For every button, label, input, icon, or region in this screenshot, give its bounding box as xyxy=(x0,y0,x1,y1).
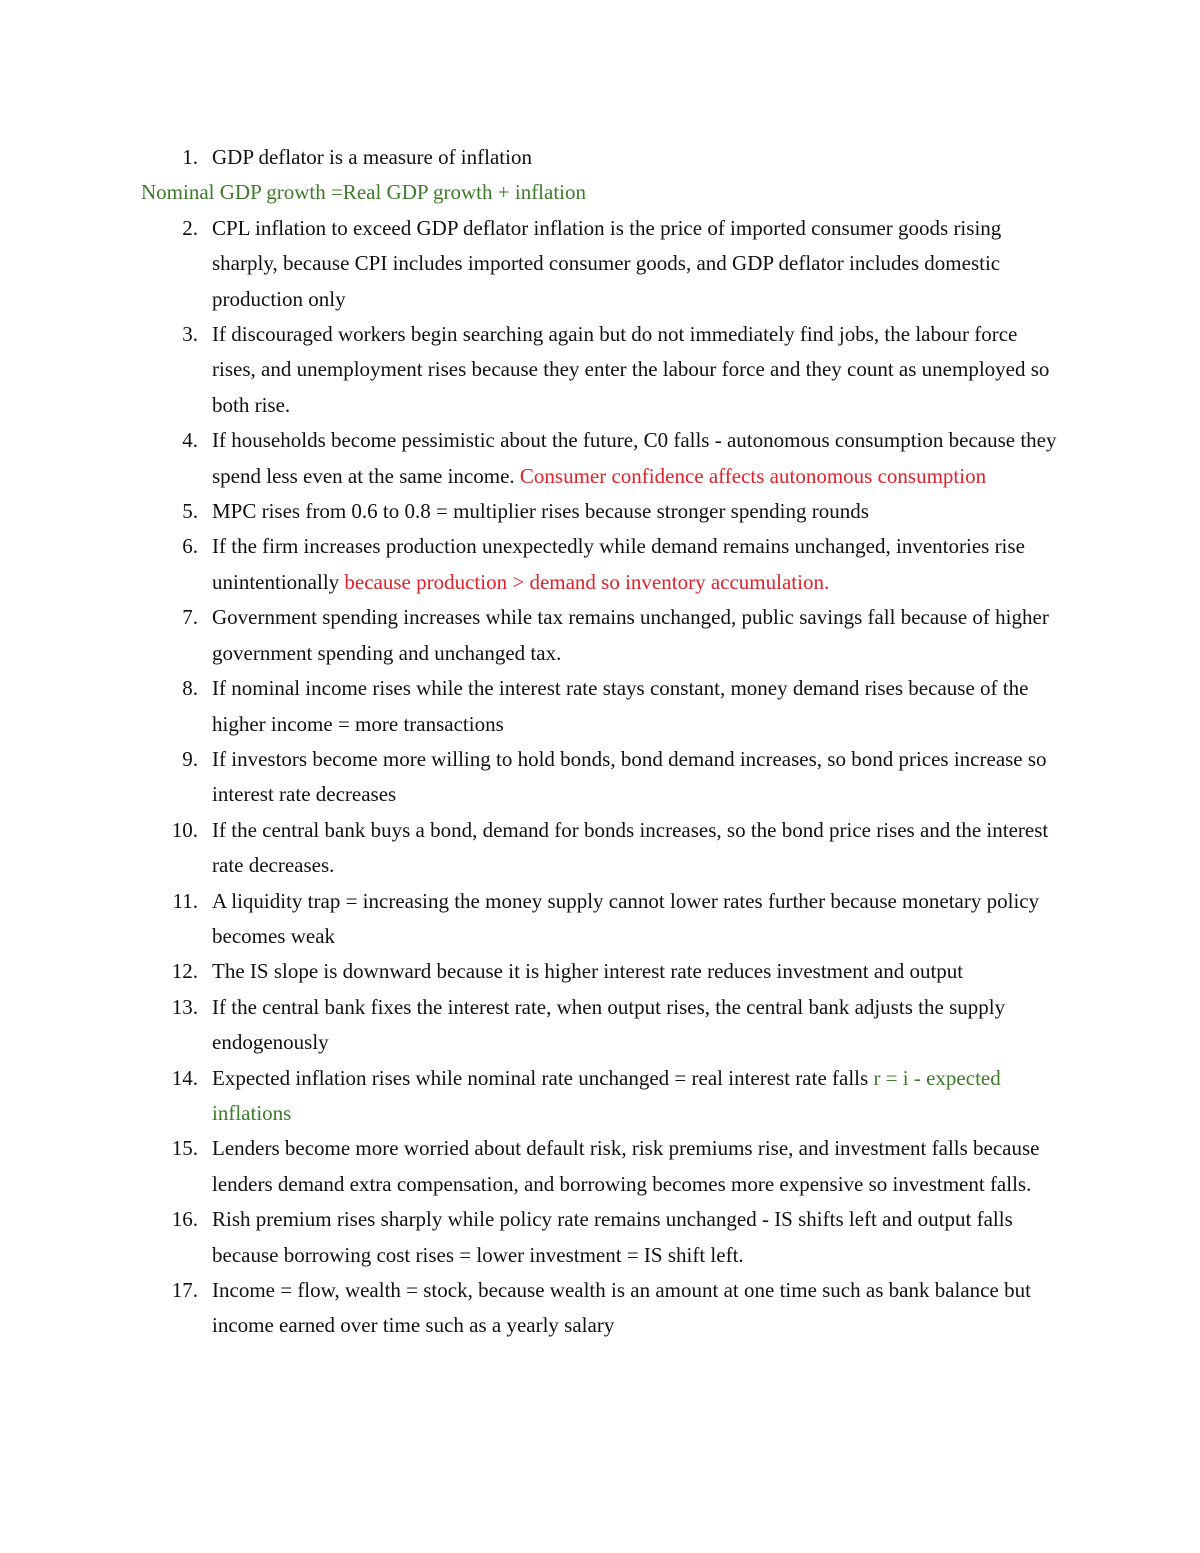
item-number: 2. xyxy=(182,215,198,240)
item-text: GDP deflator is a measure of inflation xyxy=(212,145,532,169)
item-text: If nominal income rises while the interest rate stays constant, money demand rises because of the higher income = more transactions xyxy=(212,676,1029,736)
list-item xyxy=(0,317,1062,423)
list-item xyxy=(0,1061,1062,1132)
item-number: 12. xyxy=(171,959,198,984)
list-item xyxy=(0,600,1062,671)
list-item xyxy=(0,1202,1062,1273)
list-item xyxy=(0,423,1062,494)
list-item xyxy=(0,954,1062,989)
item-number: 7. xyxy=(182,605,198,630)
list-item xyxy=(0,211,1062,317)
list-item xyxy=(0,813,1062,884)
list-item xyxy=(0,671,1062,742)
red-note: Consumer confidence affects autonomous consumption xyxy=(519,463,987,488)
item-text: Rish premium rises sharply while policy rate remains unchanged - IS shifts left and output falls because borrowing cost rises = lower investment = IS shift left. xyxy=(212,1207,1013,1267)
item-text: A liquidity trap = increasing the money supply cannot lower rates further because monetary policy becomes weak xyxy=(212,888,1040,948)
item-text: The IS slope is downward because it is higher interest rate reduces investment and output xyxy=(212,959,964,984)
list-item xyxy=(0,1131,1062,1202)
list-item xyxy=(0,529,1062,600)
item-text: CPL inflation to exceed GDP deflator inflation is the price of imported consumer goods rising sharply, because CPI includes imported consumer goods, and GDP deflator includes domestic production only xyxy=(212,215,1002,311)
item-text: MPC rises from 0.6 to 0.8 = multiplier rises because stronger spending rounds xyxy=(212,499,869,524)
item-text: If investors become more willing to hold bonds, bond demand increases, so bond prices increase so interest rate decreases xyxy=(212,746,1047,807)
list-item xyxy=(0,884,1062,955)
list-item xyxy=(0,1273,1062,1344)
item-number: 8. xyxy=(182,676,198,701)
item-text: If the central bank fixes the interest rate, when output rises, the central bank adjusts the supply endogenously xyxy=(212,994,1006,1055)
item-number: 17. xyxy=(171,1278,198,1302)
item-number: 13. xyxy=(171,994,198,1019)
list-item xyxy=(0,990,1062,1061)
item-number: 10. xyxy=(171,817,198,842)
item-text: Expected inflation rises while nominal rate unchanged = real interest rate falls xyxy=(212,1065,874,1090)
item-text: Income = flow, wealth = stock, because wealth is an amount at one time such as bank balance but income earned over time such as a yearly salary xyxy=(212,1278,1031,1338)
item-number: 9. xyxy=(182,746,198,771)
item-number: 14. xyxy=(171,1065,198,1090)
item-number: 4. xyxy=(182,428,198,453)
list-item xyxy=(0,494,1062,529)
item-text: If discouraged workers begin searching again but do not immediately find jobs, the labour force rises, and unemployment rises because they enter the labour force and they count as unemployed so both rise. xyxy=(212,322,1050,417)
item-text: If households become pessimistic about the future, C0 falls - autonomous consumption because they spend less even at the same income. xyxy=(212,428,1057,488)
item-number: 16. xyxy=(171,1207,198,1232)
green-note: r = i - expected inflations xyxy=(212,1065,1001,1125)
item-text: If the firm increases production unexpectedly while demand remains unchanged, inventories rise unintentionally xyxy=(212,534,1025,594)
item-text: Lenders become more worried about default risk, risk premiums rise, and investment falls because lenders demand extra compensation, and borrowing becomes more expensive so investment falls. xyxy=(212,1136,1040,1196)
item-number: 6. xyxy=(182,534,198,559)
list-item xyxy=(0,140,1062,175)
red-note: because production > demand so inventory accumulation. xyxy=(344,569,830,594)
item-number: 15. xyxy=(171,1136,198,1161)
list-item xyxy=(0,742,1062,813)
item-number: 11. xyxy=(172,888,198,913)
item-text: If the central bank buys a bond, demand for bonds increases, so the bond price rises and the interest rate decreases. xyxy=(212,817,1049,878)
green-note-formula: Nominal GDP growth =Real GDP growth + inflation xyxy=(141,180,587,205)
item-number: 3. xyxy=(182,322,198,347)
item-text: Government spending increases while tax remains unchanged, public savings fall because of higher government spending and unchanged tax. xyxy=(212,605,1049,665)
item-number: 5. xyxy=(182,499,198,524)
notes-list xyxy=(0,140,1200,1344)
item-number: 1. xyxy=(182,145,198,169)
